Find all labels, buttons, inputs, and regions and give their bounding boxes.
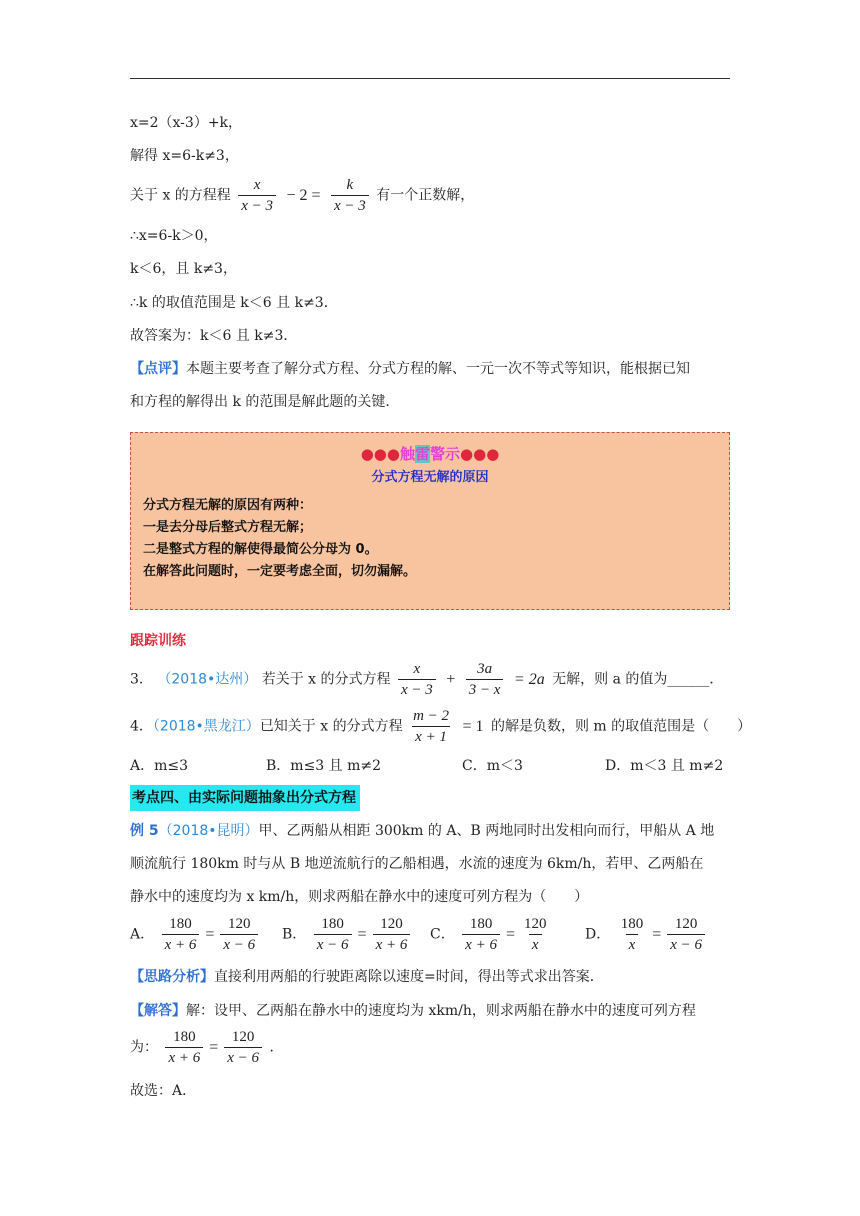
option-a: A．m≤3 <box>130 758 189 774</box>
denominator: x − 6 <box>224 1047 262 1067</box>
numerator: 120 <box>523 916 547 932</box>
warning-body <box>143 495 729 583</box>
numerator: 120 <box>380 916 403 932</box>
review-line-2: 和方程的解得出 k 的范围是解此题的关键． <box>130 394 400 410</box>
numerator: 180 <box>321 916 344 932</box>
question-text: 的解是负数，则 m 的取值范围是（ ） <box>490 718 752 735</box>
example-text: 甲、乙两船从相距 300km 的 A、B 两地同时出发相向而行，甲船从 A 地 <box>258 823 715 839</box>
example-option-b <box>282 915 413 954</box>
option-c: C．m＜3 <box>462 758 523 774</box>
solution-line-2: 解得 x=6-k≠3， <box>130 148 239 164</box>
operator: = 2a <box>513 670 545 688</box>
numerator: 180 <box>620 916 644 932</box>
operator: − 2 = <box>286 186 321 204</box>
denominator: x <box>626 934 639 954</box>
answer-line-2 <box>130 1028 284 1067</box>
numerator: 180 <box>169 916 192 932</box>
denominator: x + 6 <box>165 1047 203 1067</box>
denominator: x − 6 <box>314 934 352 954</box>
fraction <box>238 176 276 215</box>
denominator: x − 3 <box>398 679 436 699</box>
operator: = 1 <box>462 717 484 735</box>
example-line-3: 静水中的速度均为 x km/h，则求两船在静水中的速度可列方程为（ ） <box>130 889 589 905</box>
denominator: x − 6 <box>667 934 705 954</box>
option-d: D．m＜3 且 m≠2 <box>605 758 724 774</box>
denominator: x + 6 <box>462 934 500 954</box>
fraction <box>220 915 258 954</box>
question-number: 3． <box>130 671 153 688</box>
numerator: 3a <box>477 661 493 677</box>
numerator: x <box>253 177 261 193</box>
fraction <box>410 707 452 746</box>
operator: = <box>205 925 215 943</box>
fraction <box>165 1028 203 1067</box>
fraction <box>398 660 436 699</box>
question-source: （2018•达州） <box>157 671 258 688</box>
option-label: C． <box>430 926 455 943</box>
denominator: 3 − x <box>466 679 504 699</box>
dots-right: ●●● <box>460 445 500 463</box>
denominator: x + 6 <box>162 934 200 954</box>
section-heading: 考点四、由实际问题抽象出分式方程 <box>130 785 360 811</box>
numerator: x <box>413 661 421 677</box>
example-option-c <box>430 915 552 954</box>
numerator: m − 2 <box>413 708 450 724</box>
question-source: （2018•黑龙江） <box>152 718 260 735</box>
question-4 <box>130 707 751 746</box>
operator: = <box>357 925 367 943</box>
numerator: 120 <box>228 916 251 932</box>
warning-line: 一是去分母后整式方程无解； <box>143 520 313 535</box>
warning-box <box>130 432 730 610</box>
warning-title-highlight: 雷 <box>414 445 430 463</box>
question-text: 已知关于 x 的分式方程 <box>259 718 403 735</box>
numerator: 180 <box>469 916 493 932</box>
example-option-d <box>585 915 708 954</box>
denominator: x − 3 <box>331 195 369 215</box>
answer-text: 为： <box>130 1039 158 1056</box>
fraction <box>462 915 500 954</box>
fraction <box>521 915 550 954</box>
numerator: 180 <box>173 1029 196 1045</box>
warning-line: 二是整式方程的解使得最简公分母为 0。 <box>143 542 378 557</box>
question-text: 无解，则 a 的值为______． <box>552 671 724 688</box>
warning-line: 在解答此问题时，一定要考虑全面，切勿漏解。 <box>143 564 417 579</box>
answer-line-1 <box>130 1000 696 1022</box>
example-line-1 <box>130 820 714 842</box>
warning-title <box>131 443 729 464</box>
question-number: 4． <box>130 718 153 735</box>
denominator: x − 3 <box>238 195 276 215</box>
fraction <box>314 915 352 954</box>
option-label: B． <box>282 926 307 943</box>
header-rule <box>130 78 730 79</box>
operator: = <box>652 925 662 943</box>
fraction <box>373 915 411 954</box>
option-label: D． <box>585 926 611 943</box>
warning-subtitle: 分式方程无解的原因 <box>371 470 489 485</box>
solution-line-4: ∴x=6-k＞0， <box>130 228 218 244</box>
operator: = <box>209 1038 219 1056</box>
analysis-tag: 【思路分析】 <box>130 969 214 985</box>
warning-title-part: 警示 <box>430 445 461 463</box>
numerator: 120 <box>231 1029 255 1045</box>
answer-text: ． <box>269 1039 284 1056</box>
choose-line: 故选：A． <box>130 1083 197 1099</box>
numerator: 120 <box>674 916 698 932</box>
practice-heading <box>130 630 186 652</box>
fraction <box>162 915 200 954</box>
answer-text: 解：设甲、乙两船在静水中的速度均为 xkm/h，则求两船在静水中的速度可列方程 <box>186 1003 696 1019</box>
fraction <box>331 176 369 215</box>
operator: + <box>446 670 456 688</box>
question-text: 若关于 x 的分式方程 <box>261 671 391 688</box>
solution-line-5: k＜6，且 k≠3， <box>130 261 237 277</box>
fraction <box>667 915 705 954</box>
denominator: x <box>529 934 542 954</box>
fraction <box>224 1028 262 1067</box>
option-b: B．m≤3 且 m≠2 <box>266 758 382 774</box>
fraction <box>466 660 504 699</box>
solution-line-7: 故答案为：k＜6 且 k≠3． <box>130 328 298 344</box>
example-option-a <box>130 915 261 954</box>
denominator: x + 6 <box>373 934 411 954</box>
example-source: （2018•昆明） <box>158 823 259 839</box>
numerator: k <box>346 177 354 193</box>
practice-heading-text: 跟踪训练 <box>130 633 186 649</box>
solution-line-6: ∴k 的取值范围是 k＜6 且 k≠3． <box>130 295 338 311</box>
denominator: x + 1 <box>412 726 450 746</box>
dots-left: ●●● <box>360 445 400 463</box>
warning-title-part: 触 <box>399 445 415 463</box>
example-label: 例 5 <box>130 823 159 839</box>
line3-prefix: 关于 x 的方程程 <box>130 187 231 204</box>
line3-suffix: 有一个正数解， <box>376 187 475 204</box>
analysis-text: 直接利用两船的行驶距离除以速度=时间，得出等式求出答案． <box>214 969 604 985</box>
denominator: x − 6 <box>220 934 258 954</box>
example-line-2: 顺流航行 180km 时与从 B 地逆流航行的乙船相遇，水流的速度为 6km/h，若甲、乙两船在 <box>130 856 704 872</box>
solution-line-3 <box>130 176 474 215</box>
solution-line-1: x=2（x-3）+k， <box>130 115 243 131</box>
analysis-line <box>130 966 604 988</box>
review-text: 本题主要考查了解分式方程、分式方程的解、一元一次不等式等知识，能根据已知 <box>186 361 690 377</box>
answer-tag: 【解答】 <box>130 1003 186 1019</box>
option-label: A． <box>130 926 155 943</box>
warning-line: 分式方程无解的原因有两种： <box>143 498 313 513</box>
question-3 <box>130 660 723 699</box>
operator: = <box>505 925 515 943</box>
review-line-1 <box>130 358 690 380</box>
review-tag: 【点评】 <box>130 361 186 377</box>
fraction <box>618 915 647 954</box>
